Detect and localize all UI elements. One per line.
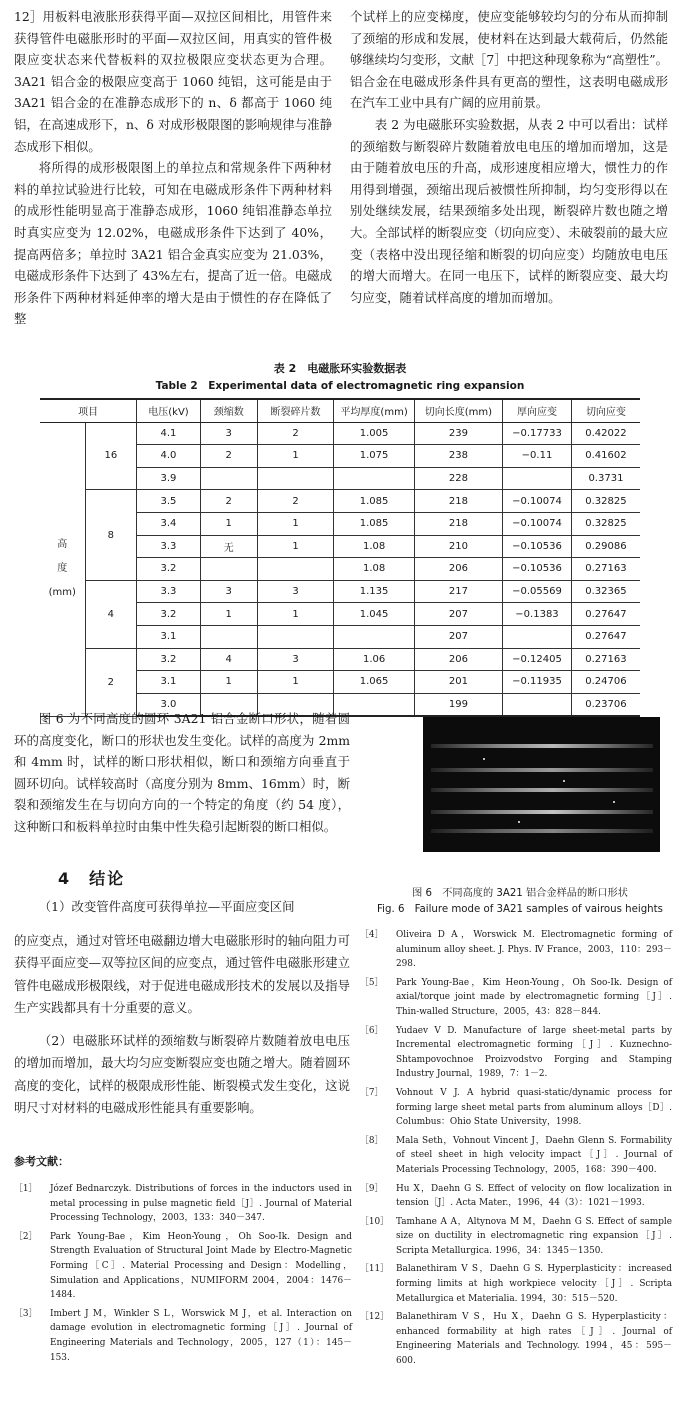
row-label-part: 高 [57,539,68,551]
table-cell: 217 [414,580,502,603]
table-cell: 0.32825 [571,490,640,513]
conclusion-item-1-lead: （1）改变管件高度可获得单拉—平面应变区间 [38,899,295,914]
height-group-cell: 4 [85,580,137,648]
table-cell: −0.10536 [503,558,572,581]
table-cell: 1.08 [334,558,414,581]
table-cell [257,625,334,648]
table-cell: 1.005 [334,422,414,445]
table-cell: 1.06 [334,648,414,671]
table-cell: 3.3 [137,580,201,603]
references-heading: 参考文献： [14,1155,69,1168]
table-cell: −0.17733 [503,422,572,445]
reference-item [360,1024,672,1082]
table-cell [503,467,572,490]
table-cell: 1.075 [334,445,414,468]
reference-item [360,928,672,972]
table-cell: 0.42022 [571,422,640,445]
table-cell: 218 [414,512,502,535]
reference-number: ［8］ [360,1135,384,1146]
table-cell: −0.10074 [503,512,572,535]
table-cell: 1.065 [334,671,414,694]
body-paragraph: 图 6 为不同高度的圆环 3A21 铝合金断口形状，随着圆环的高度变化，断口的形状也发生变化。试样的高度为 2mm 和 4mm 时，试样的断口形状相似，断口和颈缩方向垂直于圆环切向。试样较高时（高度分别为 8mm、16mm）时，断裂和颈缩发生在与切向方向的一个特定的角度（约 54 度），这种断口和板料单拉时由集中性失稳引起断裂的断口相似。 [14,711,350,834]
table-caption-en: Table 2 Experimental data of electromagnetic ring expansion [155,380,525,392]
table-cell: 1.045 [334,603,414,626]
table-cell: 0.41602 [571,445,640,468]
table-cell: 238 [414,445,502,468]
table-cell: 1 [200,671,257,694]
table-cell: 0.27647 [571,603,640,626]
table-cell: 207 [414,625,502,648]
table-cell [334,467,414,490]
table-cell [200,558,257,581]
figure-discussion-column [14,708,350,838]
table-cell: −0.12405 [503,648,572,671]
reference-item [14,1182,352,1226]
table-row [40,580,640,603]
table-cell: 210 [414,535,502,558]
reference-number: ［1］ [14,1184,38,1194]
reference-text: Park Young-Bae，Kim Heon-Young，Oh Soo-Ik. Design and Strength Evaluation of Structural Joint Made by Electro-Magnetic Forming［C］. Material Processing and Design：Modelling，Simulation and Applications，NUMIFORM 2004，2004：1476－1484. [50,1231,352,1301]
table-cell: 3.2 [137,558,201,581]
references-right [360,928,672,1373]
table-cell [200,625,257,648]
table-header-cell: 平均厚度(mm) [334,399,414,422]
table-header-cell: 切向长度(mm) [414,399,502,422]
reference-number: ［12］ [360,1312,390,1323]
table-header-cell: 电压(kV) [137,399,201,422]
table-cell: 1 [200,512,257,535]
table-cell: 0.32825 [571,512,640,535]
table-cell: 4.1 [137,422,201,445]
table-row [40,648,640,671]
reference-item [360,1134,672,1178]
table-cell [200,467,257,490]
reference-item [14,1230,352,1303]
table-cell: 228 [414,467,502,490]
table-cell: −0.10074 [503,490,572,513]
table-cell: 2 [200,445,257,468]
figure-caption-zh: 图 6 不同高度的 3A21 铝合金样品的断口形状 [412,888,628,899]
table-cell: 0.29086 [571,535,640,558]
table-cell: 0.27163 [571,558,640,581]
table-cell: 2 [257,422,334,445]
table-cell: 3 [200,580,257,603]
table-cell: 3.0 [137,693,201,716]
table-cell: 0.23706 [571,693,640,716]
reference-number: ［11］ [360,1264,390,1275]
table-header-row [40,399,640,422]
reference-item [360,1310,672,1368]
table-cell: 4 [200,648,257,671]
reference-text: Józef Bednarczyk. Distributions of forces in the inductors used in metal processing in pulse magnetic field［J］. Journal of Material Processing Technology，2003，133：340－347. [50,1184,352,1224]
table-cell: 0.27647 [571,625,640,648]
reference-number: ［4］ [360,930,384,940]
reference-text: Park Young-Bae，Kim Heon-Young，Oh Soo-Ik. Design of axial/torque joint made by electromagnetic forming［J］. Thin-walled Structure，2005，43：828－844. [396,977,672,1017]
table-cell: 0.27163 [571,648,640,671]
reference-text: Imbert J M，Winkler S L，Worswick M J，et al. Interaction on damage evolution in electromagnetic forming［J］. Journal of Engineering Materials and Technology，2005，127（1）：145－153. [50,1308,352,1363]
reference-text: Balanethiram V S，Daehn G S. Hyperplasticity：increased forming limits at high workpiece velocity［J］. Scripta Metallurgica et Materialia. 1994，30：515－520. [396,1264,672,1304]
table-cell: 3.1 [137,671,201,694]
table-cell: 206 [414,558,502,581]
table-cell: 3.2 [137,648,201,671]
table-cell [334,625,414,648]
table-row [40,490,640,513]
table-cell: 1.085 [334,512,414,535]
table-cell: 1 [257,535,334,558]
reference-number: ［7］ [360,1087,384,1098]
table-cell: 3.9 [137,467,201,490]
table-cell: 218 [414,490,502,513]
table-cell: −0.1383 [503,603,572,626]
table-cell [503,693,572,716]
reference-item [360,1215,672,1259]
experimental-data-table [40,398,640,717]
table-cell: 0.32365 [571,580,640,603]
row-label-part: (mm) [48,587,76,599]
reference-item [360,976,672,1020]
table-cell: −0.10536 [503,535,572,558]
table-cell [257,558,334,581]
table-cell: 1 [257,671,334,694]
table-row [40,422,640,445]
reference-item [14,1307,352,1365]
reference-text: Mala Seth，Vohnout Vincent J，Daehn Glenn S. Formability of steel sheet in high velocity impact［J］. Journal of Materials Processing Technology，2005，168：390－400. [396,1135,672,1175]
table-cell: 3.5 [137,490,201,513]
table-cell [503,625,572,648]
table-cell: 1 [257,603,334,626]
table-cell: 0.24706 [571,671,640,694]
reference-number: ［5］ [360,977,384,988]
table-cell: 3.4 [137,512,201,535]
table-cell: 2 [257,490,334,513]
height-group-cell: 16 [85,422,137,490]
table-cell: 1 [257,445,334,468]
reference-item [360,1262,672,1306]
reference-text: Yudaev V D. Manufacture of large sheet-metal parts by Incremental electromagnetic forming［J］. Kuznechno-Shtampovochnoe Proizvodstvo Forging and Stamping Industry Journal，1989，7：1－2. [396,1025,672,1080]
reference-text: Vohnout V J. A hybrid quasi-static/dynamic process for forming large sheet metal parts from aluminum alloys［D］. Columbus：Ohio State University，1998. [396,1087,672,1128]
top-right-column [350,6,668,308]
table-cell: 206 [414,648,502,671]
table-cell: 1 [257,512,334,535]
fracture-photo-figure [423,717,660,852]
reference-number: ［6］ [360,1025,384,1036]
reference-text: Tamhane A A，Altynova M M，Daehn G S. Effect of sample size on ductility in electromagnetic ring expansion［J］. Scripta Metallurgica. 1996，34：1345－1350. [396,1216,672,1256]
table-cell: 4.0 [137,445,201,468]
body-paragraph: 表 2 为电磁胀环实验数据，从表 2 中可以看出：试样的颈缩数与断裂碎片数随着放电电压的增加而增加，这是由于随着放电压的升高，成形速度相应增大，惯性力的作用得到增强，颈缩出现后被惯性所抑制，均匀变形得以在别处继续发展，结果颈缩多处出现，断裂碎片数也随之增大。全部试样的断裂应变（切向应变）、未破裂前的最大应变（表格中没出现径缩和断裂的切向应变）均随放电电压的增大而增大。在同一电压下，试样的断裂应变、最大均匀应变，随着试样高度的增加而增加。 [350,116,668,305]
table-header-cell: 颈缩数 [200,399,257,422]
table-cell: 1.08 [334,535,414,558]
table-cell: −0.05569 [503,580,572,603]
row-label-part: 度 [57,563,68,575]
table-cell: 3 [257,580,334,603]
height-group-cell: 2 [85,648,137,716]
table-cell: −0.11 [503,445,572,468]
table-header-cell: 厚向应变 [503,399,572,422]
body-paragraph: 12］用板料电液胀形获得平面—双拉区间相比，用管件来获得管件电磁胀形时的平面—双拉区间，用真实的管件极限应变状态来代替板料的双拉极限应变状态更为合理。3A21 铝合金的极限应变高于 1060 纯铝，这可能是由于 3A21 铝合金的在准静态成形下的 n、δ 都高于 1060 纯铝，在高速成形下，n、δ 对成形极限图的影响规律与准静态成形下相似。 [14,9,332,154]
row-label-height [40,422,85,716]
reference-text: Balanethiram V S，Hu X，Daehn G S. Hyperplasticity：enhanced formability at high rates［J］. Journal of Engineering Materials and Technology. 1994，45：595－600. [396,1312,672,1367]
table-cell: 1 [200,603,257,626]
table-caption-zh: 表 2 电磁胀环实验数据表 [273,362,407,375]
reference-number: ［9］ [360,1183,384,1194]
table-cell: −0.11935 [503,671,572,694]
table-header-cell: 切向应变 [571,399,640,422]
top-left-column [14,6,332,330]
reference-item [360,1086,672,1130]
table-header-cell: 项目 [40,399,137,422]
table-cell: 3.3 [137,535,201,558]
body-paragraph: 将所得的成形极限图上的单拉点和常规条件下两种材料的单拉试验进行比较，可知在电磁成形条件下两种材料的成形性能明显高于准静态成形，1060 纯铝准静态单拉时真实应变为 12.02%，电磁成形条件下达到了 40%，提高两倍多；单拉时 3A21 铝合金真实应变为 21.03%，电磁成形条件下达到了 43%左右，提高了近一倍。电磁成形条件下两种材料延伸率的增大是由于惯性的存在降低了整 [14,160,332,327]
conclusion-item-2: （2）电磁胀环试样的颈缩数与断裂碎片数随着放电电压的增加而增加，最大均匀应变断裂应变也随之增大。随着圆环高度的变化，试样的极限成形性能、断裂模式发生变化，这说明尺寸对材料的电磁成形性能具有重要影响。 [14,1033,350,1116]
table-header-cell: 断裂碎片数 [257,399,334,422]
table-cell: 1.135 [334,580,414,603]
table-cell: 3 [200,422,257,445]
references-left [14,1182,352,1369]
reference-text: Oliveira D A，Worswick M. Electromagnetic forming of aluminum alloy sheet. J. Phys. Ⅳ France，2003，110：293－298. [396,930,672,970]
table-cell: 199 [414,693,502,716]
height-group-cell: 8 [85,490,137,580]
reference-number: ［10］ [360,1216,390,1227]
table-cell: 207 [414,603,502,626]
reference-number: ［2］ [14,1231,38,1242]
reference-item [360,1182,672,1211]
table-cell: 1.085 [334,490,414,513]
table-cell: 无 [200,535,257,558]
table-cell [257,467,334,490]
table-cell: 3.2 [137,603,201,626]
reference-number: ［3］ [14,1308,38,1319]
body-paragraph: 个试样上的应变梯度，使应变能够较均匀的分布从而抑制了颈缩的形成和发展，使材料在达到最大载荷后，仍然能够继续均匀变形，文献［7］中把这种现象称为“高塑性”。铝合金在电磁成形条件具有更高的塑性，这表明电磁成形在汽车工业中具有广阔的应用前景。 [350,9,668,111]
reference-text: Hu X，Daehn G S. Effect of velocity on flow localization in tension［J］. Acta Mater.，1996，44（3）：1021－1993. [396,1183,672,1209]
table-cell: 0.3731 [571,467,640,490]
table-cell: 201 [414,671,502,694]
table-cell: 3 [257,648,334,671]
figure-caption-en: Fig. 6 Failure mode of 3A21 samples of vairous heights [377,904,663,915]
table-cell: 239 [414,422,502,445]
table-cell: 2 [200,490,257,513]
conclusion-item-1: 的应变点，通过对管坯电磁翻边增大电磁胀形时的轴向阻力可获得平面应变—双等拉区间的应变点，通过管件电磁胀形建立管件电磁成形极限线，对于促进电磁成形技术的发展以及指导生产实践都具有十分重要的意义。 [14,933,350,1016]
section-title: 4 结论 [58,869,126,888]
table-cell: 3.1 [137,625,201,648]
